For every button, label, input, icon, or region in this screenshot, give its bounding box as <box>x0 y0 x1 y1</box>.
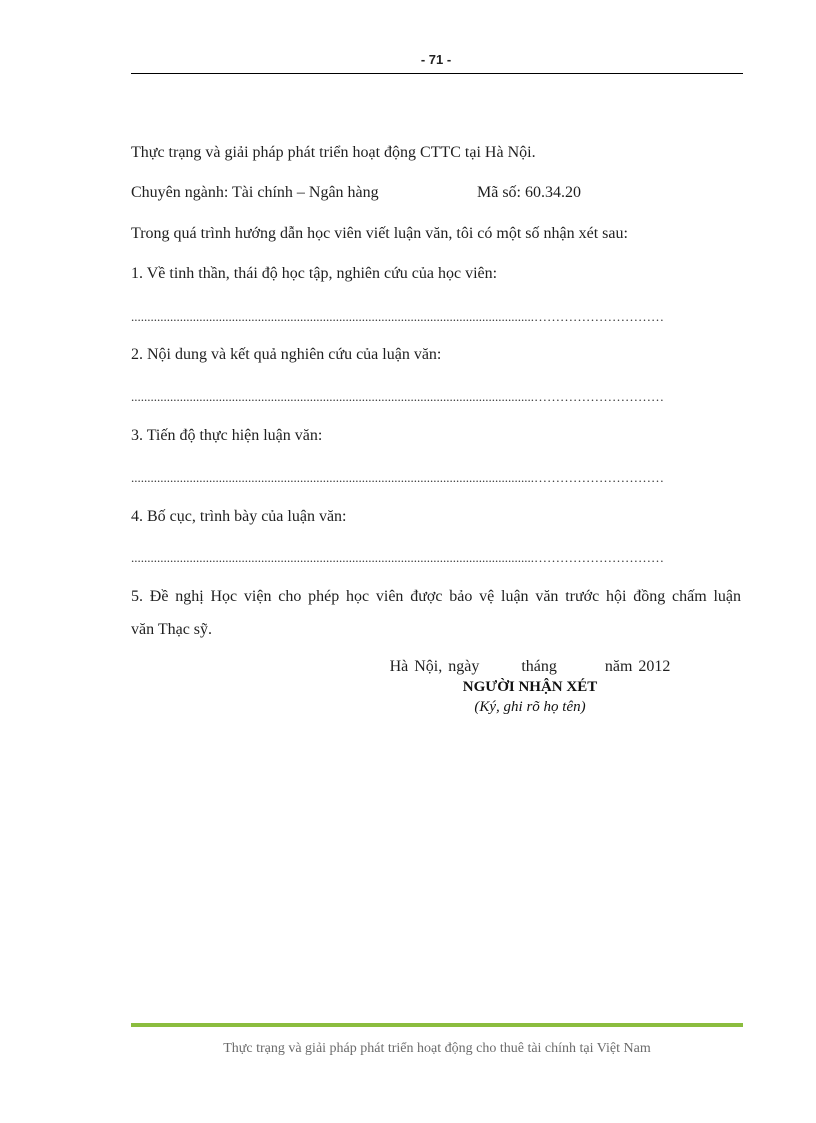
item-3-label: 3. Tiến độ thực hiện luận văn: <box>131 427 323 444</box>
item-5-line-2: văn Thạc sỹ. <box>131 621 213 638</box>
topic-line: Thực trạng và giải pháp phát triển hoạt động CTTC tại Hà Nội. <box>131 144 536 161</box>
header-divider <box>131 73 743 74</box>
item-4-answer-dots: ............................................................................................................................………………………… <box>131 551 664 565</box>
item-1-answer-dots: ............................................................................................................................………………………… <box>131 310 664 324</box>
item-2-answer-dots: ............................................................................................................................………………………… <box>131 390 664 404</box>
signature-block <box>380 657 680 717</box>
footer-divider <box>131 1023 743 1027</box>
item-4-label: 4. Bố cục, trình bày của luận văn: <box>131 508 347 525</box>
intro-line: Trong quá trình hướng dẫn học viên viết luận văn, tôi có một số nhận xét sau: <box>131 225 628 242</box>
item-3-answer-dots: ............................................................................................................................………………………… <box>131 471 664 485</box>
page-number: - 71 - <box>420 52 452 67</box>
major-code: Mã số: 60.34.20 <box>477 184 581 201</box>
signature-note: (Ký, ghi rõ họ tên) <box>474 699 586 715</box>
signature-title: NGƯỜI NHẬN XÉT <box>462 679 598 695</box>
signature-date: Hà Nội, ngày tháng năm 2012 <box>389 658 671 675</box>
footer-title: Thực trạng và giải pháp phát triển hoạt động cho thuê tài chính tại Việt Nam <box>223 1041 651 1056</box>
item-5-line-1: 5. Đề nghị Học viện cho phép học viên được bảo vệ luận văn trước hội đồng chấm luận <box>131 588 741 605</box>
item-1-label: 1. Về tinh thần, thái độ học tập, nghiên cứu của học viên: <box>131 265 498 282</box>
major-line: Chuyên ngành: Tài chính – Ngân hàng <box>131 184 379 201</box>
item-2-label: 2. Nội dung và kết quả nghiên cứu của luận văn: <box>131 346 442 363</box>
